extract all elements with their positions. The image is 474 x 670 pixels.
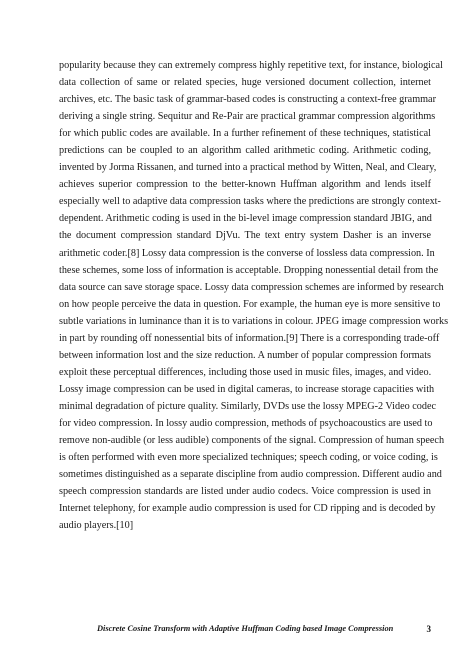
text-line: the document compression standard DjVu. The text entry system Dasher is an inverse xyxy=(59,230,431,242)
body-paragraph xyxy=(59,57,449,534)
text-line: achieves superior compression to the better-known Huffman algorithm and lends itself xyxy=(59,179,431,191)
text-line: archives, etc. The basic task of grammar-based codes is constructing a context-free grammar xyxy=(59,94,436,106)
text-line: speech compression standards are listed under audio codecs. Voice compression is used in xyxy=(59,486,431,498)
text-line: subtle variations in luminance than it is to variations in colour. JPEG image compression works xyxy=(59,315,449,327)
text-line: popularity because they can extremely compress highly repetitive text, for instance, biological xyxy=(59,60,443,71)
text-line: Internet telephony, for example audio compression is used for CD ripping and is decoded by xyxy=(59,503,436,515)
text-line: for video compression. In lossy audio compression, methods of psychoacoustics are used to xyxy=(59,417,433,429)
text-line: on how people perceive the data in question. For example, the human eye is more sensitive to xyxy=(59,298,441,310)
text-line: sometimes distinguished as a separate discipline from audio compression. Different audio and xyxy=(59,469,442,481)
text-line: remove non-audible (or less audible) components of the signal. Compression of human speech xyxy=(59,435,445,447)
text-line: dependent. Arithmetic coding is used in the bi-level image compression standard JBIG, and xyxy=(59,213,432,225)
text-line: arithmetic coder.[8] Lossy data compression is the converse of lossless data compression. In xyxy=(59,247,435,259)
text-line: for which public codes are available. In a further refinement of these techniques, statistical xyxy=(59,128,431,140)
text-line: Lossy image compression can be used in digital cameras, to increase storage capacities with xyxy=(59,383,435,395)
text-line: especially well to adaptive data compression tasks where the predictions are strongly context- xyxy=(59,196,441,208)
text-line: predictions can be coupled to an algorithm called arithmetic coding. Arithmetic coding, xyxy=(59,145,431,157)
text-line: in part by rounding off nonessential bits of information.[9] There is a corresponding trade-off xyxy=(59,332,440,344)
text-line: is often performed with even more specialized techniques; speech coding, or voice coding, is xyxy=(59,452,438,464)
text-line: exploit these perceptual differences, including those used in music files, images, and video. xyxy=(59,366,432,378)
text-line: between information lost and the size reduction. A number of popular compression formats xyxy=(59,349,431,361)
text-line: these schemes, some loss of information is acceptable. Dropping nonessential detail from the xyxy=(59,264,439,276)
text-line: deriving a single string. Sequitur and Re-Pair are practical grammar compression algorithms xyxy=(59,111,436,123)
text-line: audio players.[10] xyxy=(59,520,134,532)
text-line: data source can save storage space. Lossy data compression schemes are informed by research xyxy=(59,281,444,293)
footer-title: Discrete Cosine Transform with Adaptive Huffman Coding based Image Compression xyxy=(97,624,394,633)
page-number: 3 xyxy=(426,624,431,634)
text-line: minimal degradation of picture quality. Similarly, DVDs use the lossy MPEG-2 Video codec xyxy=(59,400,437,412)
text-line: data collection of same or related species, huge versioned document collection, internet xyxy=(59,77,431,89)
page-footer xyxy=(59,624,431,638)
text-line: invented by Jorma Rissanen, and turned into a practical method by Witten, Neal, and Cleary, xyxy=(59,162,437,174)
